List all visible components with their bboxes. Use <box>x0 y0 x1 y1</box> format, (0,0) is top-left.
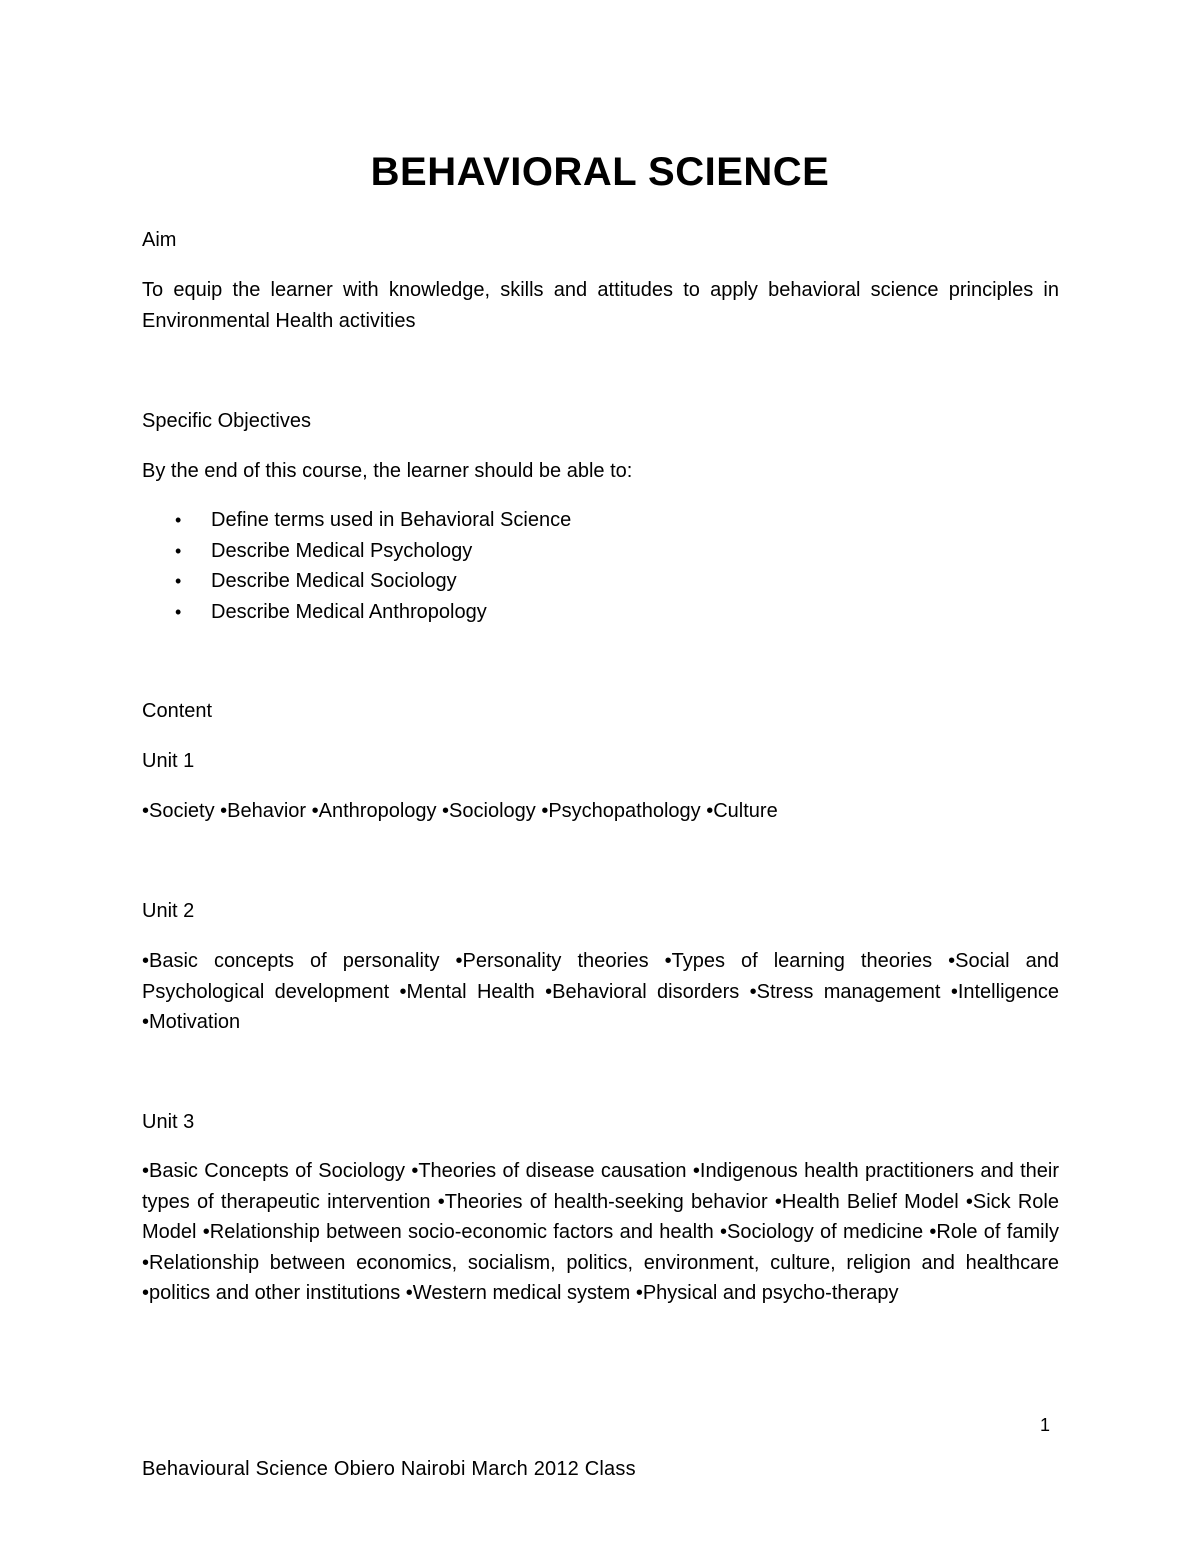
page-footer: Behavioural Science Obiero Nairobi March 2012 Class <box>142 1458 636 1480</box>
list-item <box>142 505 942 536</box>
objective-text: Define terms used in Behavioral Science <box>211 509 572 531</box>
objectives-intro: By the end of this course, the learner should be able to: <box>142 460 633 482</box>
aim-heading: Aim <box>142 229 177 251</box>
content-heading: Content <box>142 700 213 722</box>
bullet-icon: • <box>175 540 182 561</box>
unit-1-topics: •Society •Behavior •Anthropology •Sociology •Psychopathology •Culture <box>142 800 778 822</box>
bullet-icon: • <box>175 510 182 530</box>
objective-text: Describe Medical Psychology <box>211 539 473 562</box>
list-item <box>142 597 942 628</box>
unit-3-heading: Unit 3 <box>142 1111 195 1133</box>
aim-text: To equip the learner with knowledge, skills and attitudes to apply behavioral science principles in Environmental Health activities <box>142 279 1059 332</box>
bullet-icon: • <box>175 601 182 622</box>
unit-2-topics: •Basic concepts of personality •Personality theories •Types of learning theories •Social and Psychological development •Mental Health •Behavioral disorders •Stress management •Intelligence •Motivation <box>142 950 1059 1033</box>
unit-3-topics: •Basic Concepts of Sociology •Theories of disease causation •Indigenous health practitioners and their types of therapeutic intervention •Theories of health-seeking behavior •Health Belief Model •Sick Role Model •Relationship between socio-economic factors and health •Sociology of medicine •Role of family •Relationship between economics, socialism, politics, environment, culture, religion and healthcare •politics and other institutions •Western medical system •Physical and psycho-therapy <box>142 1160 1059 1304</box>
unit-1-heading: Unit 1 <box>142 750 195 772</box>
list-item <box>142 566 942 597</box>
unit-2-heading: Unit 2 <box>142 900 195 922</box>
objective-text: Describe Medical Sociology <box>211 570 457 592</box>
objectives-list <box>142 505 942 627</box>
objective-text: Describe Medical Anthropology <box>211 600 487 623</box>
page-title: BEHAVIORAL SCIENCE <box>370 150 830 194</box>
page-number: 1 <box>1040 1415 1051 1435</box>
bullet-icon: • <box>175 571 182 591</box>
list-item <box>142 536 942 567</box>
objectives-heading: Specific Objectives <box>142 410 311 432</box>
